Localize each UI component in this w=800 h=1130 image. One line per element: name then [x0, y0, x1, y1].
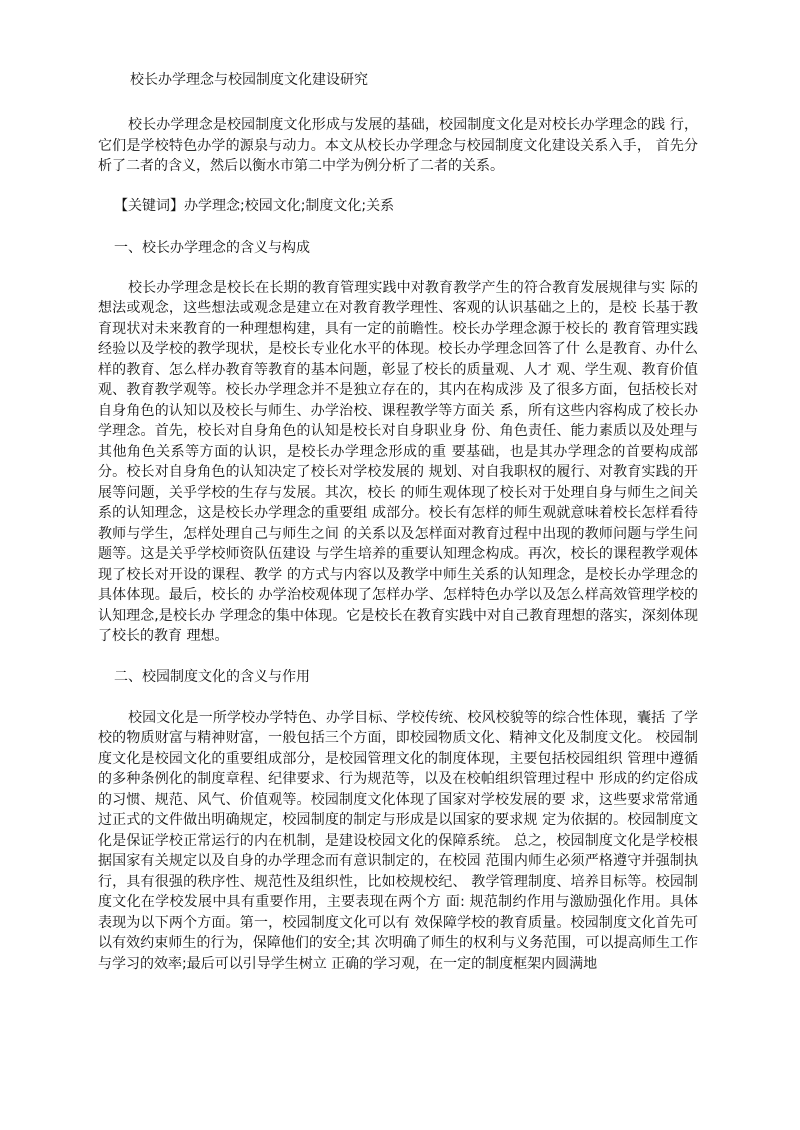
section-heading-2: 二、校园制度文化的含义与作用 — [114, 668, 310, 685]
document-page — [98, 70, 698, 974]
section-body-1: 校长办学理念是校长在长期的教育管理实践中对教育教学产生的符合教育发展规律与实 际的想法或观念，这些想法或观念是建立在对教育教学理性、客观的认识基础之上的，是校 长基于教育现状对未来教育的一种理想构建，具有一定的前瞻性。校长办学理念源于校长的 教育管理实践经验以及学校的教学现状，是校长专业化水平的体现。校长办学理念回答了什 么是教育、办什么样的教育、怎么样办教育等教育的基本问题，彰显了校长的质量观、人才 观、学生观、教育价值观、教育教学观等。校长办学理念并不是独立存在的，其内在构成涉 及了很多方面，包括校长对自身角色的认知以及校长与师生、办学治校、课程教学等方面关 系，所有这些内容构成了校长办学理念。首先，校长对自身角色的认知是校长对自身职业身 份、角色责任、能力素质以及处理与其他角色关系等方面的认识，是校长办学理念形成的重 要基础，也是其办学理念的首要构成部分。校长对自身角色的认知决定了校长对学校发展的 规划、对自我职权的履行、对教育实践的开展等问题，关乎学校的生存与发展。其次，校长 的师生观体现了校长对于处理自身与师生之间关系的认知理念，这是校长办学理念的重要组 成部分。校长有怎样的师生观就意味着校长怎样看待教师与学生，怎样处理自己与师生之间 的关系以及怎样面对教育过程中出现的教师问题与学生问题等。这是关乎学校师资队伍建设 与学生培养的重要认知理念构成。再次，校长的课程教学观体现了校长对开设的课程、教学 的方式与内容以及教学中师生关系的认知理念，是校长办学理念的具体体现。最后，校长的 办学治校观体现了怎样办学、怎样特色办学以及怎么样高效管理学校的认知理念,是校长办 学理念的集中体现。它是校长在教育实践中对自己教育理想的落实，深刻体现了校长的教育 理想。 — [98, 279, 698, 644]
abstract-paragraph: 校长办学理念是校园制度文化形成与发展的基础，校园制度文化是对校长办学理念的践 行，它们是学校特色办学的源泉与动力。本文从校长办学理念与校园制度文化建设关系入手， 首先分析了二者的含义，然后以衡水市第二中学为例分析了二者的关系。 — [98, 117, 698, 174]
section-heading-1: 一、校长办学理念的含义与构成 — [114, 239, 310, 256]
section-body-2: 校园文化是一所学校办学特色、办学目标、学校传统、校风校貌等的综合性体现，囊括 了学校的物质财富与精神财富，一般包括三个方面，即校园物质文化、精神文化及制度文化。 校园制度文化是校园文化的重要组成部分，是校园管理文化的制度体现，主要包括校园组织 管理中遵循的多种条例化的制度章程、纪律要求、行为规范等，以及在校帕组织管理过程中 形成的约定俗成的习惯、规范、风气、价值观等。校园制度文化体现了国家对学校发展的要 求，这些要求常常通过正式的文件做出明确规定，校园制度的制定与形成是以国家的要求规 定为依据的。校园制度文化是保证学校正常运行的内在机制，是建设校园文化的保障系统。 总之，校园制度文化是学校根据国家有关规定以及自身的办学理念而有意识制定的，在校园 范围内师生必须严格遵守并强制执行，具有很强的秩序性、规范性及组织性，比如校规校纪、 教学管理制度、培养目标等。校园制度文化在学校发展中具有重要作用，主要表现在两个方 面: 规范制约作用与激励强化作用。具体表现为以下两个方面。第一，校园制度文化可以有 效保障学校的教育质量。校园制度文化首先可以有效约束师生的行为，保障他们的安全;其 次明确了师生的权利与义务范围，可以提高师生工作与学习的效率;最后可以引导学生树立 正确的学习观，在一定的制度框架内圆满地 — [98, 709, 698, 972]
document-title: 校长办学理念与校园制度文化建设研究 — [130, 72, 368, 88]
keywords-line: 【关键词】办学理念;校园文化;制度文化;关系 — [114, 197, 395, 214]
